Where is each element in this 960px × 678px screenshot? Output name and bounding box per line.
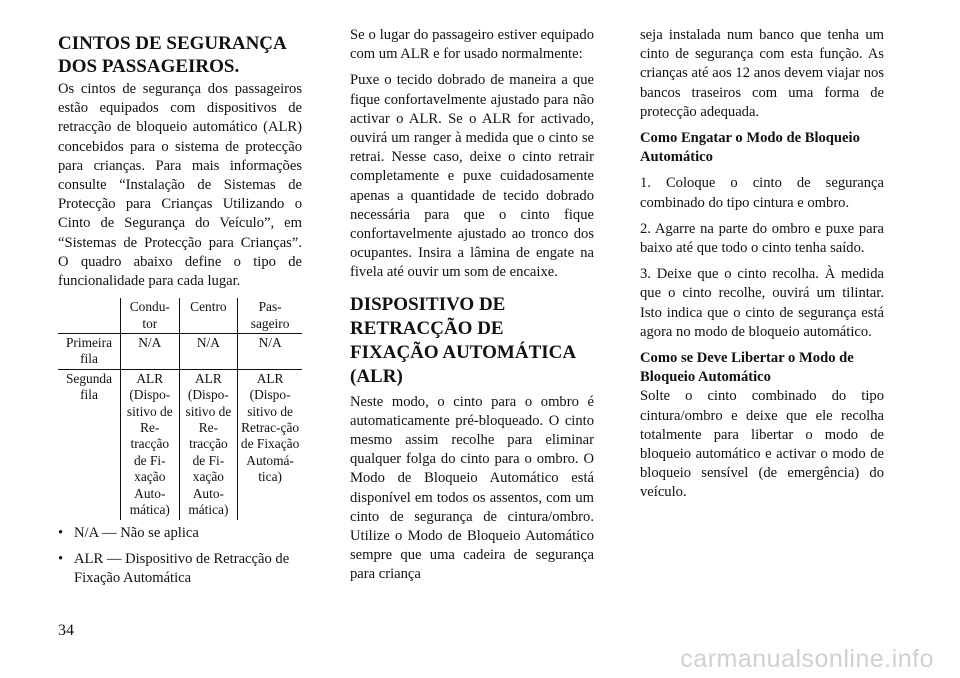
table-cell: Primeira fila (58, 334, 121, 370)
section-title-passenger-belts (58, 32, 302, 78)
paragraph: Neste modo, o cinto para o ombro é automaticamente pré-bloqueado. O cinto mesmo assim recolhe para eliminar qualquer folga do cinto para o ombro. O Modo de Bloqueio Automático está disponível em todos os assentos, com um cinto de segurança de cintura/ombro. Utilize o Modo de Bloqueio Automático sempre que uma cadeira de segurança para criança (350, 393, 594, 583)
paragraph: seja instalada num banco que tenha um cinto de segurança com esta função. As crianças até aos 12 anos devem viajar nos bancos traseiros com uma forma de protecção adequada. (640, 27, 884, 120)
table-row (58, 334, 302, 370)
title-line: CINTOS DE SEGURANÇA (58, 33, 287, 54)
table-header-cell: Pas-sageiro (238, 298, 302, 333)
paragraph: Se o lugar do passageiro estiver equipado com um ALR e for usado normalmente: (350, 27, 594, 63)
table-cell: N/A (121, 334, 180, 370)
section-title-alr: DISPOSITIVO DE RETRACÇÃO DE FIXAÇÃO AUTOMÁTICA (ALR) (350, 293, 576, 387)
table-header-cell (58, 298, 121, 333)
table-cell: Segunda fila (65, 370, 113, 403)
paragraph: Solte o cinto combinado do tipo cintura/ombro e deixe que ele recolha totalmente para libertar o modo de bloqueio automático e activar o modo de bloqueio sensível (de emergência) do veículo. (640, 388, 884, 501)
subheading-engage: Como Engatar o Modo de Bloqueio Automático (640, 130, 860, 166)
paragraph: Puxe o tecido dobrado de maneira a que fique confortavelmente ajustado para não activar o ALR. Se o ALR for activado, ouvirá um ranger à medida que o cinto se retrai. Nesse caso, deixe o cinto retrair completamente e puxe cuidadosamente apenas a quantidade de tecido dobrado necessária para que o cinto fique confortavelmente ajustado ao tronco dos ocupantes. Insira a lâmina de engate na fivela até ouvir um som de encaixe. (350, 72, 594, 281)
intro-paragraph: Os cintos de segurança dos passageiros estão equipados com dispositivos de retracção de bloqueio automático (ALR) concebidos para o sistema de protecção para crianças. Para mais informações consulte “Instalação de Sistemas de Protecção para Crianças Utilizando o Cinto de Segurança do Veículo”, em “Sistemas de Protecção para Crianças”. O quadro abaixo define o tipo de funcionalidade para cada lugar. (58, 81, 302, 290)
list-item (58, 550, 302, 588)
table-cell: ALR (Dispo-sitivo de Re-tracção de Fi-xação Auto-mática) (121, 369, 180, 519)
step-item: 2. Agarre na parte do ombro e puxe para baixo até que todo o cinto tenha saído. (640, 220, 884, 257)
legend-text: N/A — Não se aplica (74, 524, 199, 541)
column-middle (350, 26, 594, 592)
table-row (58, 369, 302, 519)
list-item (58, 524, 302, 543)
table-header-cell: Condu-tor (121, 298, 180, 333)
legend-list (58, 524, 302, 589)
table-cell: N/A (179, 334, 238, 370)
watermark: carmanualsonline.info (680, 645, 934, 673)
bullet-icon: • (58, 550, 64, 567)
subheading-release: Como se Deve Libertar o Modo de Bloqueio Automático (640, 350, 854, 386)
column-right (640, 26, 884, 510)
page-number: 34 (58, 622, 74, 639)
legend-text: ALR — Dispositivo de Retracção de Fixação Automática (74, 550, 290, 586)
table-cell: N/A (238, 334, 302, 370)
table-header-row (58, 298, 302, 333)
bullet-icon: • (58, 524, 64, 541)
title-line: DOS PASSAGEIROS. (58, 56, 240, 77)
step-item: 1. Coloque o cinto de segurança combinado do tipo cintura e ombro. (640, 175, 884, 211)
table-header-cell: Centro (179, 298, 238, 333)
table-cell: ALR (Dispo-sitivo de Retrac-ção de Fixação Automá-tica) (238, 369, 302, 519)
column-left (58, 26, 302, 595)
seat-function-table (58, 298, 302, 519)
table-cell: ALR (Dispo-sitivo de Re-tracção de Fi-xação Auto-mática) (179, 369, 238, 519)
step-item: 3. Deixe que o cinto recolha. À medida que o cinto recolhe, ouvirá um tilintar. Isto indica que o cinto de segurança está agora no modo de bloqueio automático. (640, 266, 884, 340)
